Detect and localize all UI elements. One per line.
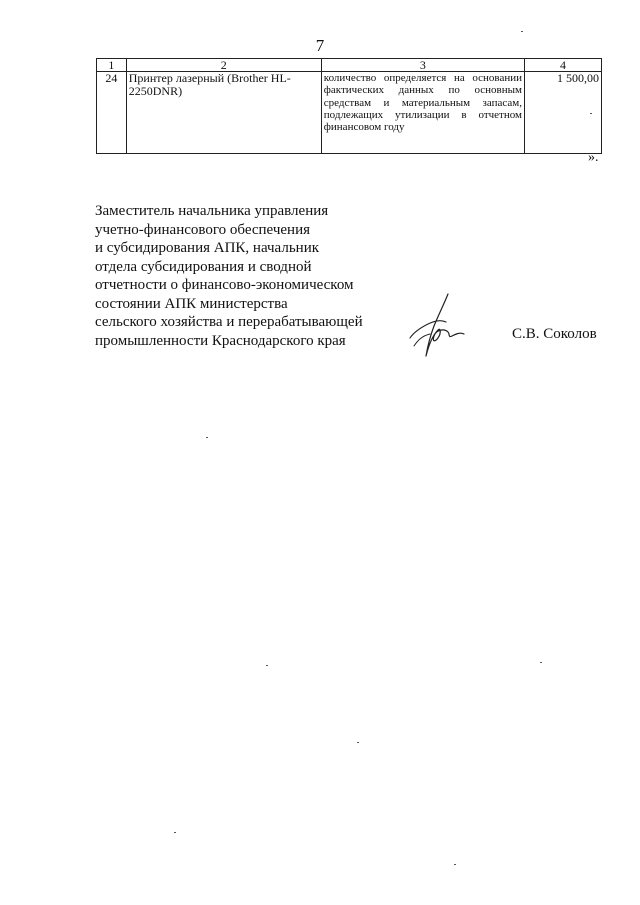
position-line: состоянии АПК министерства [95, 295, 288, 312]
position-line: отдела субсидирования и сводной [95, 258, 312, 275]
item-description: количество определяется на основании фактических данных по основным средствам и материальным запасам, подлежащих утилизации в отчетном финансовом году [321, 72, 524, 154]
table-row [97, 72, 602, 154]
scan-speck [174, 832, 176, 833]
position-line: промышленности Краснодарского края [95, 332, 346, 349]
closing-quote-mark: ». [588, 150, 599, 165]
scan-speck [454, 864, 456, 865]
items-table [96, 58, 602, 154]
scan-speck [590, 113, 592, 114]
scan-speck [540, 662, 542, 663]
column-header-1: 1 [97, 59, 127, 72]
column-header-3: 3 [321, 59, 524, 72]
signatory-position [95, 202, 363, 350]
scan-speck [357, 742, 359, 743]
position-line: учетно-финансового обеспечения [95, 221, 310, 238]
handwritten-signature [408, 290, 468, 362]
signatory-name: С.В. Соколов [512, 326, 597, 342]
table-header-row [97, 59, 602, 72]
column-header-4: 4 [525, 59, 602, 72]
column-header-2: 2 [126, 59, 321, 72]
scan-speck [206, 437, 208, 438]
position-line: Заместитель начальника управления [95, 203, 329, 219]
scan-speck [521, 31, 523, 32]
position-line: и субсидирования АПК, начальник [95, 240, 320, 256]
item-name: Принтер лазерный (Brother HL-2250DNR) [126, 72, 321, 154]
item-price: 1 500,00 [525, 72, 602, 154]
position-line: сельского хозяйства и перерабатывающей [95, 314, 363, 330]
scan-speck [266, 665, 268, 666]
row-number: 24 [97, 72, 127, 154]
page-number: 7 [315, 36, 325, 55]
position-line: отчетности о финансово-экономическом [95, 277, 354, 293]
